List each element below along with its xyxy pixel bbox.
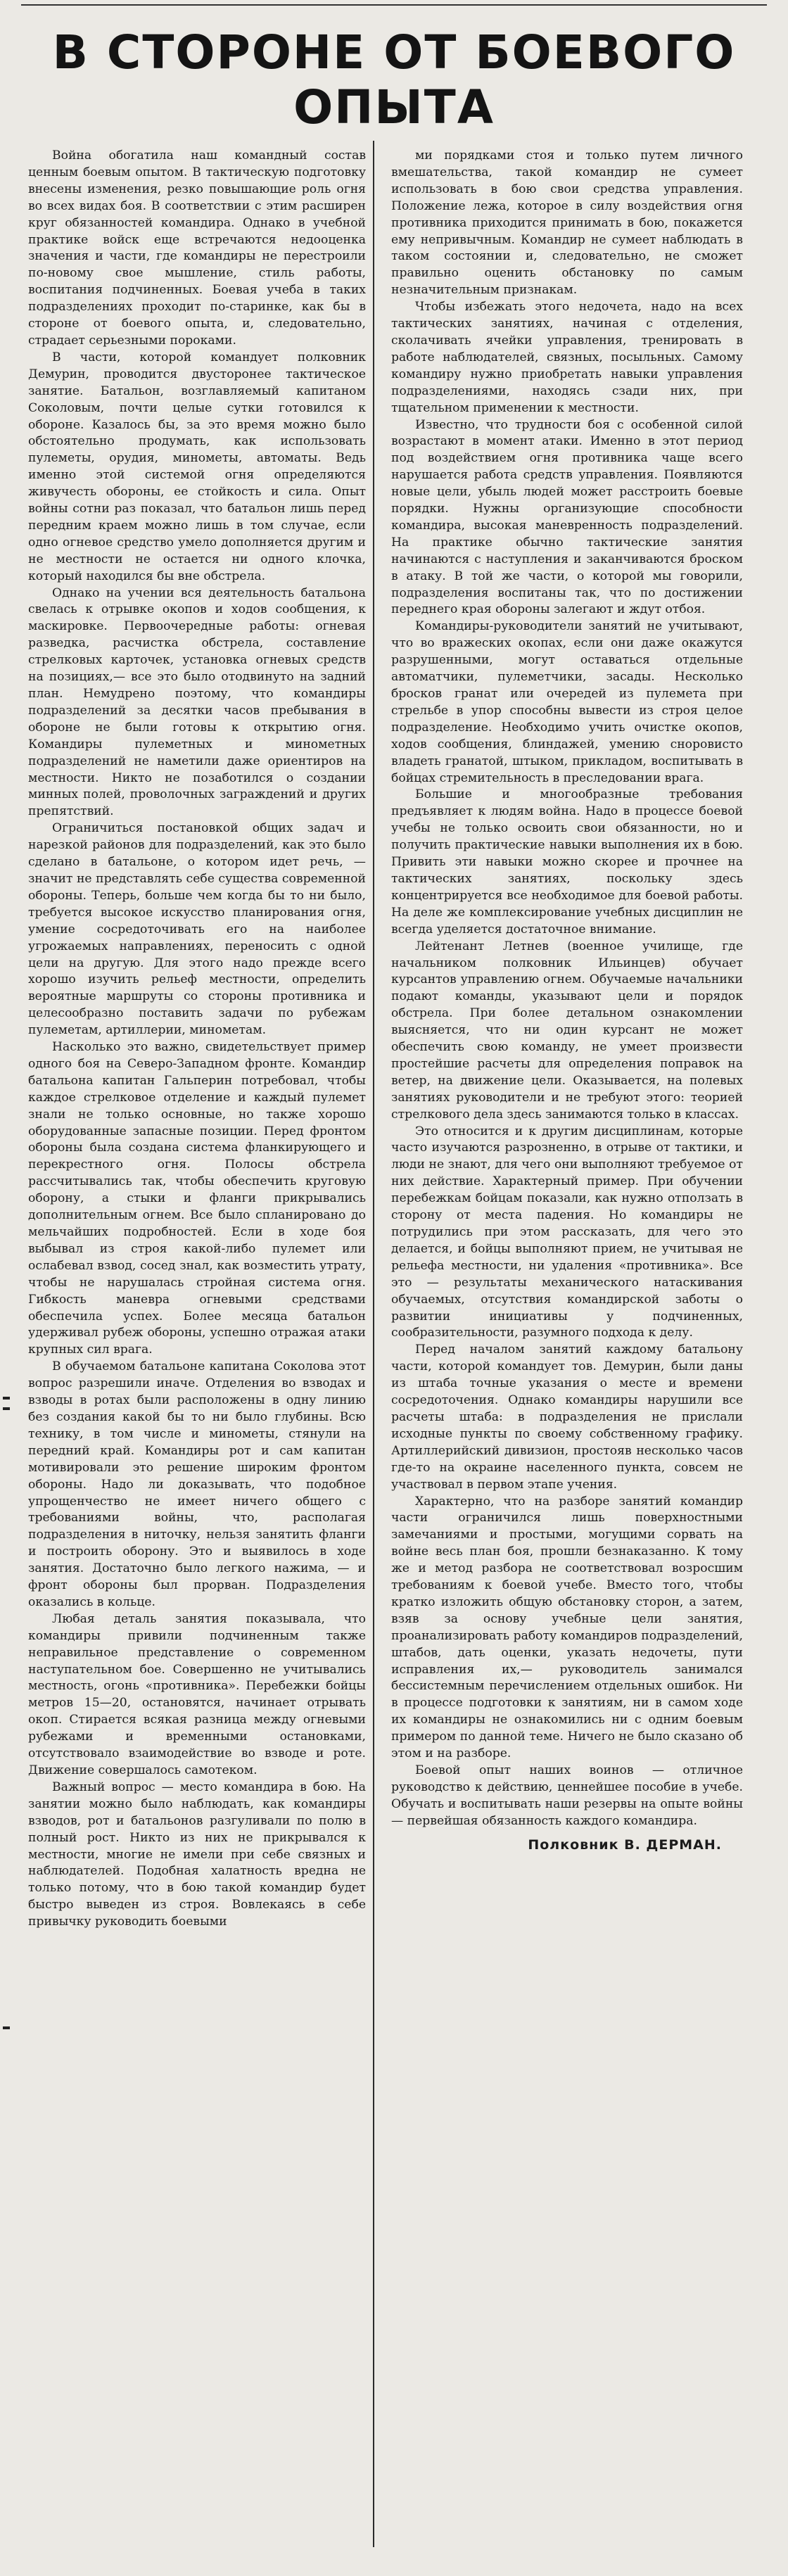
right-column xyxy=(391,148,743,1854)
paragraph: Перед началом занятий каждому батальону части, которой командует тов. Демурин, были даны из штаба точные указания о месте и времени сосредоточения. Однако командиры нарушили все расчеты штаба: в подразделения не прислали исходные пункты по своему собственному графику. Артиллерийский дивизион, простояв несколько часов где-то на окраине населенного пункта, совсем не участвовал в первом этапе учения. xyxy=(391,1343,743,1492)
paragraph: Характерно, что на разборе занятий командир части ограничился лишь поверхностными замечаниями и простыми, могущими сорвать на войне весь план боя, прошли безнаказанно. К тому же и метод разбора не соответствовал возросшим требованиям к боевой учебе. Вместо того, чтобы кратко изложить общую обстановку сторон, а затем, взяв за основу учебные цели занятия, проанализировать работу командиров подразделений, штабов, дать оценки, указать недочеты, пути исправления их,— руководитель занимался бессистемным перечислением отдельных ошибок. Ни в процессе подготовки к занятиям, ни в самом ходе их командиры не ознакомились ни с одним боевым примером по данной теме. Ничего не было сказано об этом и на разборе. xyxy=(391,1494,743,1761)
paragraph: Боевой опыт наших воинов — отличное руководство к действию, ценнейшее пособие в учебе. Обучать и воспитывать наши резервы на опыте войны — первейшая обязанность каждого командира. xyxy=(391,1763,743,1828)
paragraph: Важный вопрос — место командира в бою. На занятии можно было наблюдать, как командиры взводов, рот и батальонов разгуливали по полю в полный рост. Никто из них не прикрывался к местности, многие не имели при себе связных и наблюдателей. Подобная халатность вредна не только потому, что в бою такой командир будет быстро выведен из строя. Вовлекаясь в себе привычку руководить боевыми xyxy=(28,1779,366,1929)
edge-mark xyxy=(3,2026,10,2029)
paragraph: Однако на учении вся деятельность батальона свелась к отрывке окопов и ходов сообщения, к маскировке. Первоочередные работы: огневая разведка, расчистка обстрела, составление стрелковых карточек, установка огневых средств на позициях,— все это было отодвинуто на задний план. Немудрено поэтому, что командиры подразделений за десятки часов пребывания в обороне не были готовы к открытию огня. Командиры пулеметных и минометных подразделений не наметили даже ориентиров на местности. Никто не позаботился о создании минных полей, проволочных заграждений и других препятствий. xyxy=(28,585,366,819)
paragraph: Любая деталь занятия показывала, что командиры привили подчиненным также неправильное представление о современном наступательном бое. Совершенно не учитывались местность, огонь «противника». Перебежки бойцы метров 15—20, остановятся, начинает отрывать окоп. Стирается всякая разница между огневыми рубежами и временными остановками, отсутствовало взаимодействие во взводе и роте. Движение совершалось самотеком. xyxy=(28,1611,366,1777)
top-rule xyxy=(21,4,767,6)
paragraph: Ограничиться постановкой общих задач и нарезкой районов для подразделений, как это было сделано в батальоне, о котором идет речь, — значит не представлять себе существа современной обороны. Теперь, больше чем когда бы то ни было, требуется высокое искусство планирования огня, умение сосредоточивать его на наиболее угрожаемых направлениях, переносить с одной цели на другую. Для этого надо прежде всего хорошо изучить рельеф местности, определить вероятные маршруты со стороны противника и целесообразно поставить задачи по рубежам пулеметам, артиллерии, минометам. xyxy=(28,821,366,1038)
edge-mark xyxy=(3,1407,10,1410)
paragraph: Насколько это важно, свидетельствует пример одного боя на Северо-Западном фронте. Командир батальона капитан Гальперин потребовал, чтобы каждое стрелковое отделение и каждый пулемет знали не только основные, но также хорошо оборудованные запасные позиции. Перед фронтом обороны была создана система фланкирующего и перекрестного огня. Полосы обстрела рассчитывались так, чтобы обеспечить круговую оборону, а стыки и фланги прикрывались дополнительным огнем. Все было спланировано до мельчайших подробностей. Если в ходе боя выбывал из строя какой-либо пулемет или ослабевал взвод, сосед знал, как возместить утрату, чтобы не нарушалась стройная система огня. Гибкость маневра огневыми средствами обеспечила успех. Более месяца батальон удерживал рубеж обороны, успешно отражая атаки крупных сил врага. xyxy=(28,1040,366,1357)
headline-line-1: В СТОРОНЕ ОТ БОЕВОГО xyxy=(52,25,736,80)
edge-mark xyxy=(3,1397,10,1400)
paragraph: ми порядками стоя и только путем личного вмешательства, такой командир не сумеет использовать в бою свои средства управления. Положение лежа, которое в силу воздействия огня противника приходится принимать в бою, покажется ему непривычным. Командир не сумеет наблюдать в таком состоянии и, следовательно, не сможет правильно оценить обстановку по самым незначительным признакам. xyxy=(391,148,743,298)
author-signature: Полковник В. ДЕРМАН. xyxy=(528,1836,722,1853)
headline xyxy=(28,25,760,135)
paragraph: Чтобы избежать этого недочета, надо на всех тактических занятиях, начиная с отделения, сколачивать ячейки управления, тренировать в работе наблюдателей, связных, посыльных. Самому командиру нужно приобретать навыки управления подразделениями, находясь сзади них, при тщательном применении к местности. xyxy=(391,300,743,415)
paragraph: Известно, что трудности боя с особенной силой возрастают в момент атаки. Именно в этот период под воздействием огня противника чаще всего нарушается работа средств управления. Появляются новые цели, убыль людей может расстроить боевые порядки. Нужны организующие способности командира, высокая маневренность подразделений. На практике обычно тактические занятия начинаются с наступления и заканчиваются броском в атаку. В той же части, о которой мы говорили, подразделения воспитаны так, что по достижении переднего края обороны залегают и ждут отбоя. xyxy=(391,417,743,617)
paragraph: В обучаемом батальоне капитана Соколова этот вопрос разрешили иначе. Отделения во взводах и взводы в ротах были расположены в одну линию без создания какой бы то ни было глубины. Всю технику, в том числе и минометы, стянули на передний край. Командиры рот и сам капитан мотивировали это решение широким фронтом обороны. Надо ли доказывать, что подобное упрощенчество не имеет ничего общего с требованиями войны, что, располагая подразделения в ниточку, нельзя занятить фланги и построить оборону. Это и выявилось в ходе занятия. Достаточно было легкого нажима, — и фронт обороны был прорван. Подразделения оказались в кольце. xyxy=(28,1359,366,1609)
headline-line-2: ОПЫТА xyxy=(293,80,495,134)
paragraph: Большие и многообразные требования предъявляет к людям война. Надо в процессе боевой учебы не только освоить свои обязанности, но и получить практические навыки выполнения их в бою. Привить эти навыки можно скорее и прочнее на тактических занятиях, поскольку здесь концентрируется все необходимое для боевой работы. На деле же комплексирование учебных дисциплин не всегда уделяется достаточное внимание. xyxy=(391,787,743,937)
left-column xyxy=(28,148,366,1931)
paragraph: Война обогатила наш командный состав ценным боевым опытом. В тактическую подготовку внесены изменения, резко повышающие роль огня во всех видах боя. В соответствии с этим расширен круг обязанностей командира. Однако в учебной практике войск еще встречаются недооценка значения и части, где командиры не перестроили по-новому свое мышление, стиль работы, воспитания подчиненных. Боевая учеба в таких подразделениях проходит по-старинке, как бы в стороне от боевого опыта, и, следовательно, страдает серьезными пороками. xyxy=(28,148,366,348)
paragraph: В части, которой командует полковник Демурин, проводится двусторонее тактическое занятие. Батальон, возглавляемый капитаном Соколовым, почти целые сутки готовился к обороне. Казалось бы, за это время можно было обстоятельно продумать, как использовать пулеметы, орудия, минометы, автоматы. Ведь именно этой системой огня определяются живучесть обороны, ее стойкость и сила. Опыт войны сотни раз показал, что батальон лишь перед передним краем можно лишь в том случае, если одно огневое средство умело дополняется другим и не местности не остается ни одного клочка, который находился бы вне обстрела. xyxy=(28,350,366,583)
column-rule xyxy=(373,141,374,2547)
paragraph: Лейтенант Летнев (военное училище, где начальником полковник Ильинцев) обучает курсантов управлению огнем. Обучаемые начальники подают команды, указывают цели и порядок обстрела. При более детальном ознакомлении выясняется, что ни один курсант не может обеспечить свою команду, не умеет произвести простейшие расчеты для определения поправок на ветер, на движение цели. Оказывается, на полевых занятиях руководители и не требуют этого: теорией стрелкового дела здесь занимаются только в классах. xyxy=(391,939,743,1122)
paragraph: Это относится и к другим дисциплинам, которые часто изучаются разрозненно, в отрыве от тактики, и люди не знают, для чего они выполняют требуемое от них действие. Характерный пример. При обучении перебежкам бойцам показали, как нужно отползать в сторону от места падения. Но командиры не потрудились при этом рассказать, для чего это делается, и бойцы выполняют прием, не учитывая не рельефа местности, ни удаления «противника». Все это — результаты механического натаскивания обучаемых, отсутствия командирской заботы о развитии инициативы у подчиненных, сообразительности, разумного подхода к делу. xyxy=(391,1124,743,1340)
paragraph: Командиры-руководители занятий не учитывают, что во вражеских окопах, если они даже окажутся разрушенными, могут оставаться отдельные автоматчики, пулеметчики, засады. Несколько бросков гранат или очередей из пулемета при стрельбе в упор способны вывести из строя целое подразделение. Необходимо учить очистке окопов, ходов сообщения, блиндажей, умению сноровисто владеть гранатой, штыком, прикладом, воспитывать в бойцах стремительность в преследовании врага. xyxy=(391,619,743,785)
